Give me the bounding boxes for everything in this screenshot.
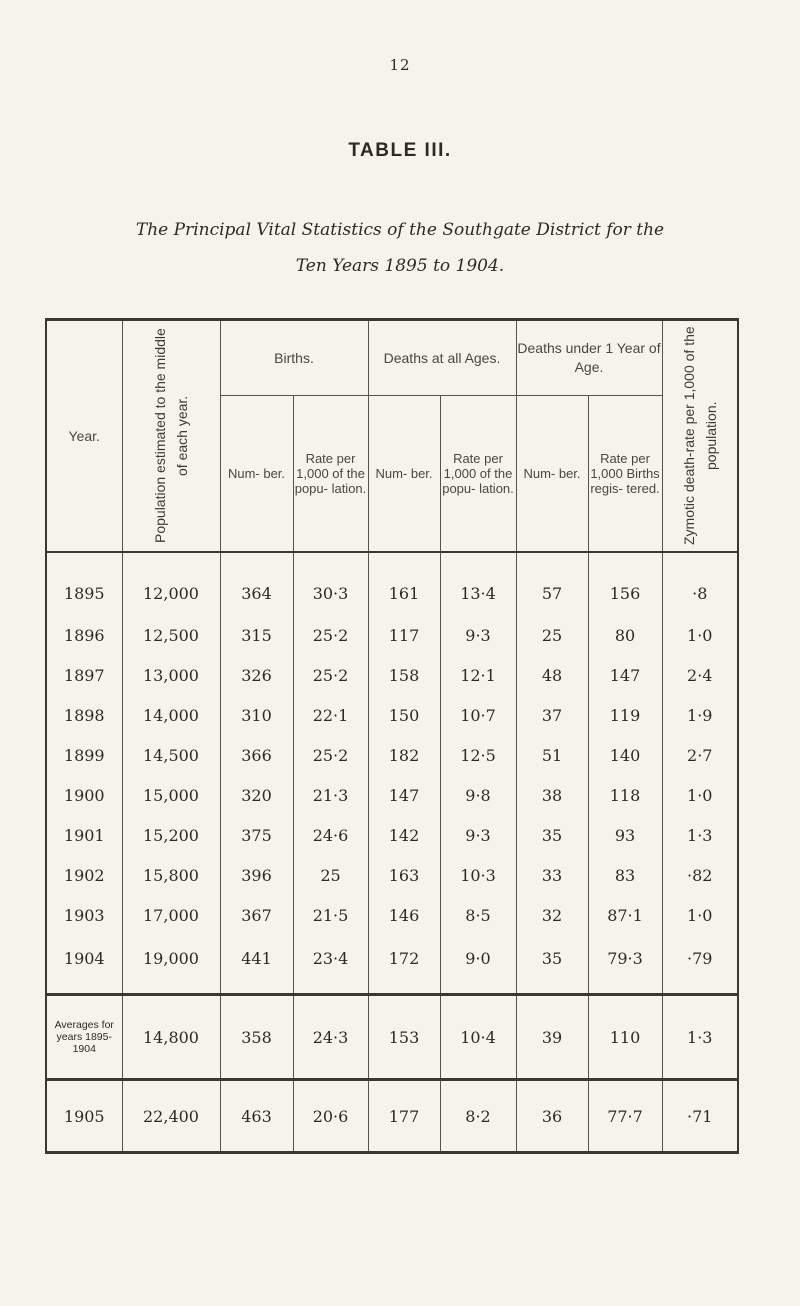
cell-deaths-rate: 12·1 — [440, 655, 516, 695]
cell-births-number: 367 — [220, 895, 293, 935]
cell-infant-number: 57 — [516, 552, 588, 615]
cell-deaths-rate: 10·7 — [440, 695, 516, 735]
cell-births-number: 396 — [220, 855, 293, 895]
cell-infant-number: 51 — [516, 735, 588, 775]
cell-infant-rate: 119 — [588, 695, 662, 735]
table-subtitle — [0, 212, 800, 284]
cell-births-number: 364 — [220, 552, 293, 615]
cell-infant-number: 37 — [516, 695, 588, 735]
cell-births-number: 326 — [220, 655, 293, 695]
cell-deaths-number: 142 — [368, 815, 440, 855]
cell-infant-rate: 93 — [588, 815, 662, 855]
cell-infant-rate: 147 — [588, 655, 662, 695]
cell-births-rate: 25·2 — [293, 655, 368, 695]
cell-zymotic: 1·9 — [662, 695, 738, 735]
page-number: 12 — [389, 56, 411, 74]
header-population — [122, 320, 220, 553]
cell-births-rate: 24·6 — [293, 815, 368, 855]
cell-infant-rate: 77·7 — [588, 1080, 662, 1153]
cell-births-rate: 25 — [293, 855, 368, 895]
table-title: TABLE III. — [348, 140, 452, 161]
header-deaths-under-1: Deaths under 1 Year of Age. — [516, 320, 662, 396]
header-births-number: Num- ber. — [220, 396, 293, 553]
cell-deaths-number: 150 — [368, 695, 440, 735]
cell-population: 15,800 — [122, 855, 220, 895]
cell-zymotic: 2·7 — [662, 735, 738, 775]
cell-deaths-number: 158 — [368, 655, 440, 695]
cell-infant-rate: 80 — [588, 615, 662, 655]
cell-year: 1896 — [46, 615, 122, 655]
cell-births-rate: 20·6 — [293, 1080, 368, 1153]
cell-births-rate: 21·5 — [293, 895, 368, 935]
cell-deaths-number: 172 — [368, 935, 440, 995]
cell-infant-number: 32 — [516, 895, 588, 935]
cell-infant-rate: 156 — [588, 552, 662, 615]
table-row — [46, 935, 738, 995]
cell-deaths-rate: 10·3 — [440, 855, 516, 895]
cell-infant-number: 36 — [516, 1080, 588, 1153]
header-zymotic — [662, 320, 738, 553]
header-births: Births. — [220, 320, 368, 396]
cell-births-rate: 23·4 — [293, 935, 368, 995]
cell-births-rate: 25·2 — [293, 735, 368, 775]
cell-infant-number: 25 — [516, 615, 588, 655]
header-deaths-all-ages: Deaths at all Ages. — [368, 320, 516, 396]
year-1905-row — [46, 1080, 738, 1153]
cell-population: 13,000 — [122, 655, 220, 695]
cell-deaths-number: 153 — [368, 995, 440, 1080]
header-deaths-number: Num- ber. — [368, 396, 440, 553]
cell-year: 1903 — [46, 895, 122, 935]
cell-births-rate: 22·1 — [293, 695, 368, 735]
header-population-label: Population estimated to the middle of each year. — [152, 328, 190, 544]
cell-births-rate: 21·3 — [293, 775, 368, 815]
cell-year: 1897 — [46, 655, 122, 695]
cell-infant-number: 38 — [516, 775, 588, 815]
cell-deaths-rate: 8·2 — [440, 1080, 516, 1153]
header-zymotic-label: Zymotic death-rate per 1,000 of the population. — [680, 326, 719, 546]
cell-deaths-number: 177 — [368, 1080, 440, 1153]
header-births-rate: Rate per 1,000 of the popu- lation. — [293, 396, 368, 553]
cell-births-number: 315 — [220, 615, 293, 655]
table-row — [46, 895, 738, 935]
cell-births-number: 320 — [220, 775, 293, 815]
cell-population: 15,000 — [122, 775, 220, 815]
cell-deaths-number: 146 — [368, 895, 440, 935]
cell-zymotic: 1·3 — [662, 995, 738, 1080]
table-row — [46, 695, 738, 735]
cell-zymotic: 1·0 — [662, 775, 738, 815]
cell-population: 14,800 — [122, 995, 220, 1080]
cell-deaths-rate: 9·8 — [440, 775, 516, 815]
header-deaths-rate: Rate per 1,000 of the popu- lation. — [440, 396, 516, 553]
cell-infant-rate: 83 — [588, 855, 662, 895]
cell-births-number: 375 — [220, 815, 293, 855]
cell-zymotic: 1·0 — [662, 615, 738, 655]
averages-row — [46, 995, 738, 1080]
cell-year: 1904 — [46, 935, 122, 995]
subtitle-line-1: The Principal Vital Statistics of the Southgate District for the — [135, 220, 665, 240]
table-row — [46, 855, 738, 895]
cell-population: 12,500 — [122, 615, 220, 655]
table-row — [46, 775, 738, 815]
cell-infant-rate: 118 — [588, 775, 662, 815]
vital-statistics-table — [45, 318, 739, 1154]
cell-zymotic: 1·0 — [662, 895, 738, 935]
cell-zymotic: 2·4 — [662, 655, 738, 695]
cell-births-number: 366 — [220, 735, 293, 775]
cell-births-rate: 30·3 — [293, 552, 368, 615]
header-infant-number: Num- ber. — [516, 396, 588, 553]
cell-infant-rate: 110 — [588, 995, 662, 1080]
cell-population: 22,400 — [122, 1080, 220, 1153]
cell-zymotic: ·82 — [662, 855, 738, 895]
header-year: Year. — [46, 320, 122, 553]
cell-births-number: 441 — [220, 935, 293, 995]
cell-zymotic: ·8 — [662, 552, 738, 615]
cell-population: 17,000 — [122, 895, 220, 935]
table-row — [46, 552, 738, 615]
subtitle-line-2: Ten Years 1895 to 1904. — [295, 256, 505, 276]
cell-population: 15,200 — [122, 815, 220, 855]
cell-births-rate: 24·3 — [293, 995, 368, 1080]
cell-year: 1895 — [46, 552, 122, 615]
cell-deaths-number: 163 — [368, 855, 440, 895]
cell-deaths-rate: 9·3 — [440, 815, 516, 855]
cell-year: 1905 — [46, 1080, 122, 1153]
cell-year: 1899 — [46, 735, 122, 775]
cell-deaths-rate: 9·3 — [440, 615, 516, 655]
cell-infant-number: 39 — [516, 995, 588, 1080]
cell-deaths-rate: 13·4 — [440, 552, 516, 615]
cell-year: 1898 — [46, 695, 122, 735]
cell-zymotic: ·79 — [662, 935, 738, 995]
header-infant-rate: Rate per 1,000 Births regis- tered. — [588, 396, 662, 553]
table-row — [46, 735, 738, 775]
cell-deaths-number: 161 — [368, 552, 440, 615]
cell-births-number: 463 — [220, 1080, 293, 1153]
cell-infant-rate: 79·3 — [588, 935, 662, 995]
cell-deaths-number: 182 — [368, 735, 440, 775]
cell-year: 1901 — [46, 815, 122, 855]
cell-deaths-rate: 10·4 — [440, 995, 516, 1080]
cell-population: 14,500 — [122, 735, 220, 775]
cell-births-rate: 25·2 — [293, 615, 368, 655]
cell-zymotic: ·71 — [662, 1080, 738, 1153]
cell-deaths-rate: 9·0 — [440, 935, 516, 995]
cell-infant-number: 35 — [516, 815, 588, 855]
table-body — [46, 552, 738, 995]
cell-deaths-rate: 8·5 — [440, 895, 516, 935]
cell-births-number: 358 — [220, 995, 293, 1080]
cell-deaths-number: 117 — [368, 615, 440, 655]
cell-population: 19,000 — [122, 935, 220, 995]
cell-infant-number: 48 — [516, 655, 588, 695]
cell-year: 1900 — [46, 775, 122, 815]
table-row — [46, 655, 738, 695]
cell-deaths-number: 147 — [368, 775, 440, 815]
table-row — [46, 615, 738, 655]
cell-infant-number: 33 — [516, 855, 588, 895]
cell-births-number: 310 — [220, 695, 293, 735]
cell-population: 12,000 — [122, 552, 220, 615]
cell-year: 1902 — [46, 855, 122, 895]
cell-zymotic: 1·3 — [662, 815, 738, 855]
cell-population: 14,000 — [122, 695, 220, 735]
cell-infant-rate: 140 — [588, 735, 662, 775]
cell-deaths-rate: 12·5 — [440, 735, 516, 775]
cell-infant-number: 35 — [516, 935, 588, 995]
cell-infant-rate: 87·1 — [588, 895, 662, 935]
table-row — [46, 815, 738, 855]
averages-label: Averages for years 1895-1904 — [46, 995, 122, 1080]
